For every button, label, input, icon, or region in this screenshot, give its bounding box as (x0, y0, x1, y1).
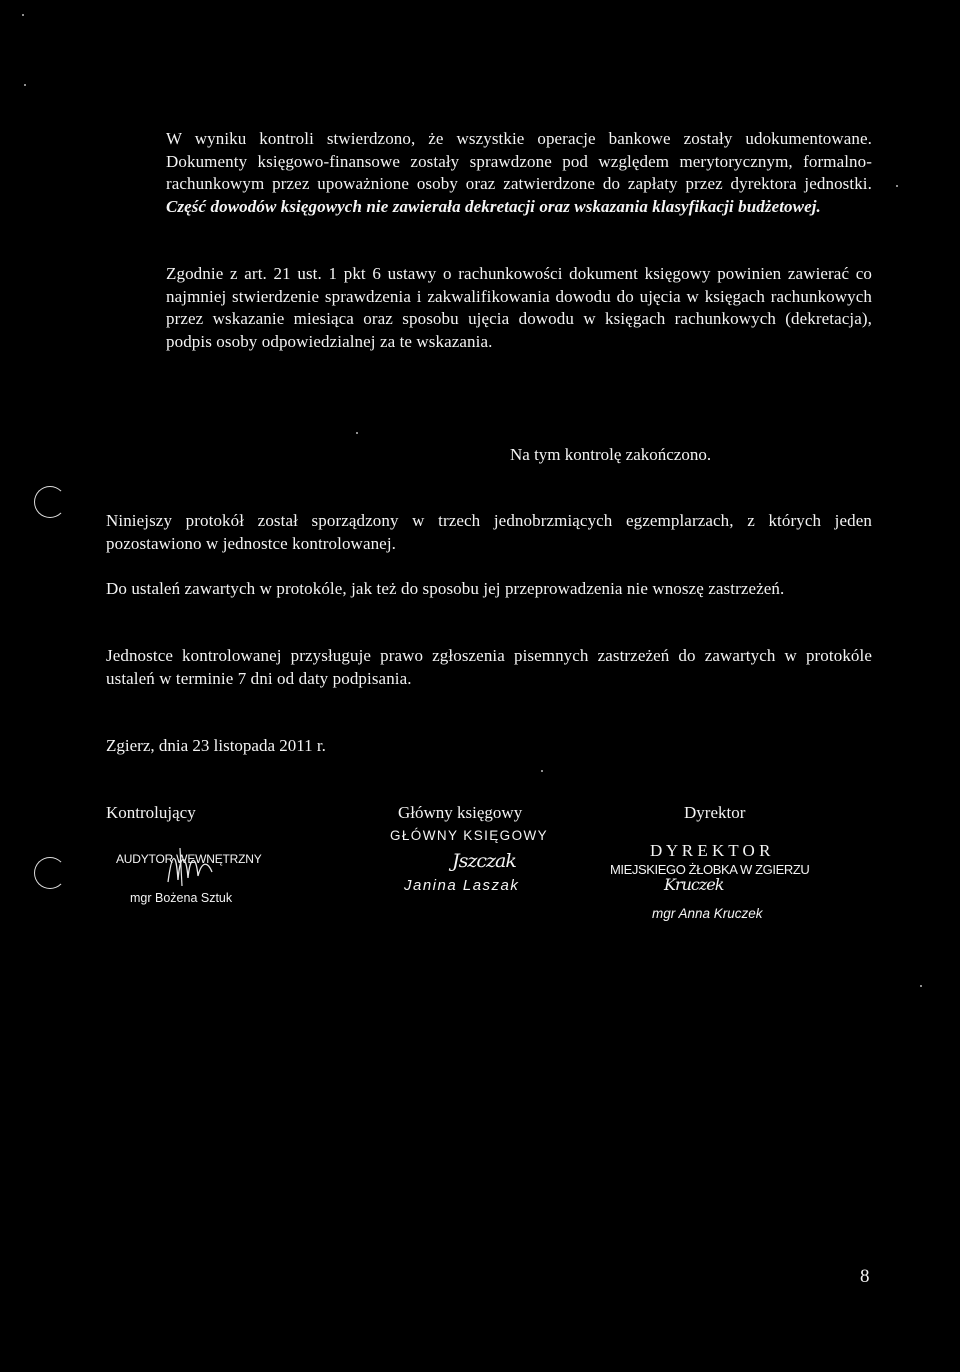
scan-speck (896, 185, 898, 187)
inspector-signature-scribble (160, 842, 230, 892)
scan-speck (24, 84, 26, 86)
scan-speck (356, 432, 358, 434)
director-stamp-institution: MIEJSKIEGO ŻŁOBKA W ZGIERZU (610, 862, 810, 877)
no-objections-text: Do ustaleń zawartych w protokóle, jak też do sposobu jej przeprowadzenia nie wnoszę zastrzeżeń. (106, 579, 785, 598)
scan-speck (920, 985, 922, 987)
chief-accountant-stamp-title: GŁÓWNY KSIĘGOWY (390, 828, 549, 843)
inspector-stamp-name: mgr Bożena Sztuk (130, 891, 233, 905)
findings-italic-note: Część dowodów księgowych nie zawierała dekretacji oraz wskazania klasyfikacji budżetowej. (166, 196, 821, 216)
right-to-object-text: Jednostce kontrolowanej przysługuje prawo zgłoszenia pisemnych zastrzeżeń do zawartych w protokóle ustaleń w terminie 7 dni od daty podpisania. (106, 646, 872, 688)
paragraph-findings (166, 128, 872, 218)
director-stamp-title: D Y R E K T O R (650, 841, 771, 860)
page-number: 8 (860, 1266, 870, 1287)
director-stamp-name: mgr Anna Kruczek (652, 906, 763, 921)
date-line: Zgierz, dnia 23 listopada 2011 r. (106, 736, 326, 755)
signature-title-inspector: Kontrolujący (106, 803, 196, 822)
scan-speck (541, 770, 543, 772)
findings-text: W wyniku kontroli stwierdzono, że wszystkie operacje bankowe zostały udokumentowane. Dokumenty księgowo-finansowe zostały sprawdzone pod względem merytorycznym, formalno-rachunkowym przez upoważnione osoby oraz zatwierdzone do zapłaty przez dyrektora jednostki. (166, 129, 872, 193)
paragraph-no-objections (106, 578, 872, 601)
closing-statement: Na tym kontrolę zakończono. (510, 445, 712, 464)
legal-basis-text: Zgodnie z art. 21 ust. 1 pkt 6 ustawy o rachunkowości dokument księgowy powinien zawierać co najmniej stwierdzenie sprawdzenia i zakwalifikowania dowodu do ujęcia w księgach rachunkowych przez wskazanie miesiąca oraz sposobu ujęcia dowodu w księgach rachunkowych (dekretacja), podpis osoby odpowiedzialnej za te wskazania. (166, 264, 872, 351)
signature-title-director: Dyrektor (684, 803, 746, 822)
paragraph-right-to-object (106, 645, 872, 690)
chief-accountant-signature: Jszczak (452, 850, 516, 872)
copies-text: Niniejszy protokół został sporządzony w trzech jednobrzmiących egzemplarzach, z których jeden pozostawiono w jednostce kontrolowanej. (106, 511, 872, 553)
punch-hole-bottom (34, 857, 66, 889)
inspector-stamp-title: AUDYTOR WEWNĘTRZNY (116, 852, 262, 866)
punch-hole-top (34, 486, 66, 518)
paragraph-copies (106, 510, 872, 555)
director-signature: Kruczek (664, 875, 724, 894)
paragraph-legal-basis (166, 263, 872, 353)
chief-accountant-stamp-name: Janina Laszak (404, 877, 520, 894)
signature-title-chief-accountant: Główny księgowy (398, 803, 523, 822)
scan-speck (22, 14, 24, 16)
